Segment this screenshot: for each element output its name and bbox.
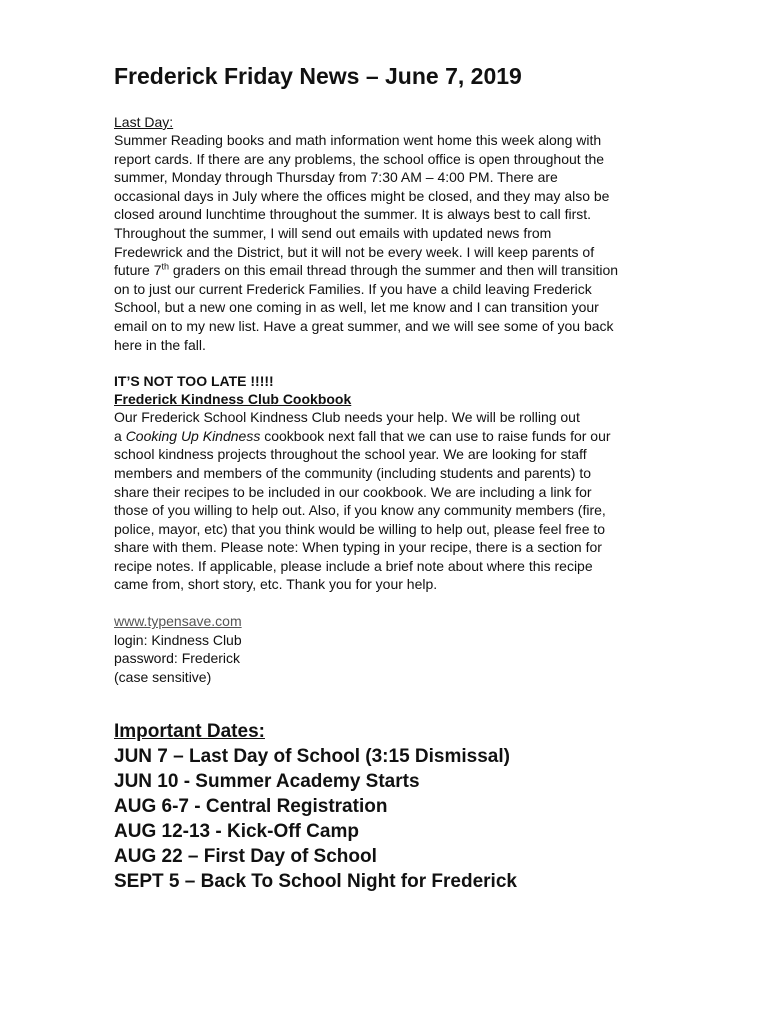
newsletter-page (114, 60, 674, 894)
cookbook-line: Our Frederick School Kindness Club needs your help. We will be rolling out (114, 409, 580, 426)
last-day-body (114, 131, 674, 354)
last-day-line: closed around lunchtime throughout the summer. It is always best to call first. (114, 206, 592, 223)
last-day-line: Fredewrick and the District, but it will not be every week. I will keep parents of (114, 243, 595, 260)
cookbook-line-title (114, 427, 674, 446)
date-item: JUN 7 – Last Day of School (3:15 Dismissal) (114, 746, 510, 768)
last-day-line: occasional days in July where the offices might be closed, and they may also be (114, 187, 610, 204)
last-day-section (114, 113, 674, 354)
date-item: JUN 10 - Summer Academy Starts (114, 771, 420, 793)
cookbook-line: came from, short story, etc. Thank you for your help. (114, 576, 438, 593)
last-day-line: on to just our current Frederick Families. If you have a child leaving Frederick (114, 280, 592, 297)
cookbook-access-info (114, 612, 674, 686)
date-item: AUG 22 – First Day of School (114, 846, 377, 868)
case-sensitive-note: (case sensitive) (114, 668, 212, 685)
typensave-link[interactable]: www.typensave.com (114, 613, 242, 630)
cookbook-line: share with them. Please note: When typing in your recipe, there is a section for (114, 539, 602, 556)
last-day-line: email on to my new list. Have a great summer, and we will see some of you back (114, 317, 614, 334)
password-text: password: Frederick (114, 650, 241, 667)
cookbook-line: members and members of the community (including students and parents) to (114, 464, 592, 481)
cookbook-line: recipe notes. If applicable, please include a brief note about where this recipe (114, 557, 593, 574)
login-text: login: Kindness Club (114, 631, 242, 648)
last-day-line: Throughout the summer, I will send out emails with updated news from (114, 224, 552, 241)
last-day-line: here in the fall. (114, 336, 206, 353)
cookbook-line: school kindness projects throughout the school year. We are looking for staff (114, 446, 587, 463)
cookbook-line-suffix: cookbook next fall that we can use to raise funds for our (260, 427, 611, 444)
last-day-heading: Last Day: (114, 114, 174, 130)
date-item: AUG 6-7 - Central Registration (114, 796, 388, 818)
last-day-line-grade (114, 261, 674, 280)
date-item: SEPT 5 – Back To School Night for Frederick (114, 871, 517, 893)
date-item: AUG 12-13 - Kick-Off Camp (114, 821, 359, 843)
ordinal-suffix: th (161, 261, 169, 272)
future-grade-prefix: future 7 (114, 262, 162, 279)
cookbook-title-italic: Cooking Up Kindness (125, 427, 261, 444)
last-day-line: School, but a new one coming in as well, let me know and I can transition your (114, 299, 599, 316)
important-dates-section (114, 720, 674, 894)
important-dates-heading: Important Dates: (114, 721, 265, 743)
cookbook-line: share their recipes to be included in our cookbook. We are including a link for (114, 483, 592, 500)
cookbook-section (114, 372, 674, 594)
not-too-late-alert: IT’S NOT TOO LATE !!!!! (114, 373, 274, 390)
cookbook-line: police, mayor, etc) that you think would be willing to help out, please feel free to (114, 520, 606, 537)
last-day-line: Summer Reading books and math information went home this week along with (114, 132, 602, 148)
cookbook-body (114, 408, 674, 594)
future-grade-suffix: graders on this email thread through the summer and then will transition (169, 262, 619, 279)
cookbook-heading: Frederick Kindness Club Cookbook (114, 391, 352, 408)
page-title: Frederick Friday News – June 7, 2019 (114, 63, 522, 89)
last-day-line: summer, Monday through Thursday from 7:30 AM – 4:00 PM. There are (114, 169, 558, 186)
cookbook-line-prefix: a (114, 427, 126, 444)
cookbook-line: those of you willing to help out. Also, if you know any community members (fire, (114, 502, 606, 519)
last-day-line: report cards. If there are any problems, the school office is open throughout the (114, 150, 605, 167)
